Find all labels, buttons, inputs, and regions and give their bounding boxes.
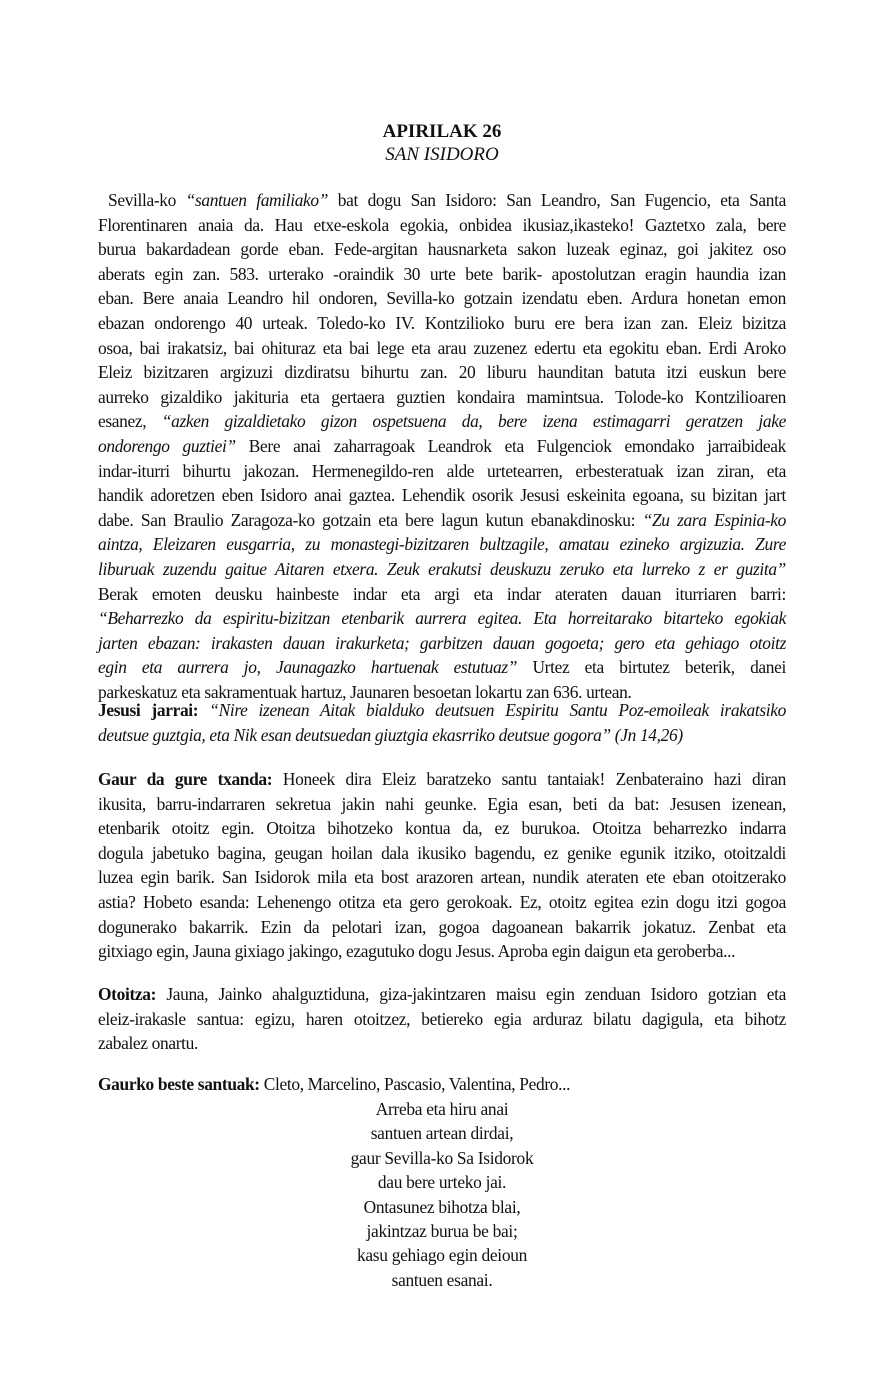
poem-line: jakintzaz burua be bai; (366, 1221, 518, 1242)
text-line: ikusita, barru-indarraren sekretua jakin nahi geunke. Egia esan, beti da bat: Jesusen izenean, (98, 793, 786, 814)
text-line: zabalez onartu. (98, 1033, 198, 1054)
section-label: Otoitza: (98, 984, 157, 1004)
text-line: Otoitza: Jauna, Jainko ahalguztiduna, giza-jakintzaren maisu egin zenduan Isidoro gotzian eta (98, 984, 786, 1004)
text-line: aintza, Eleizaren eusgarria, zu monastegi-bizitzaren bultzagile, amatau ezineko argizuzia. Zure (98, 534, 786, 555)
text-line: osoa, bai irakatsiz, bai ohituraz eta bai lege eta arau zuzenez edertu eta egokitu eban. Erdi Aroko (98, 337, 786, 358)
page-title-date: APIRILAK 26 (382, 121, 502, 142)
text-line: dogunerako bakarrik. Ezin da pelotari izan, gogoa dagoanean bakarrik jokatuz. Zenbat eta (98, 916, 786, 937)
text-line: egin eta aurrera jo, Jaunagazko hartuenak estutuaz” Urtez eta birtutez beterik, danei (98, 657, 786, 678)
saint-name-heading: SAN ISIDORO (385, 144, 499, 165)
text-line: ebazan ondorengo 40 urteak. Toledo-ko IV. Kontzilioko buru ere bera izan zan. Eleiz bizitza (98, 312, 786, 333)
text-line: etenbarik otoitz egin. Otoitza bihotzeko kontua da, ez burukoa. Otoitza beharrezko indarra (98, 818, 786, 839)
gaur-da-gure-txanda-section (98, 767, 786, 964)
text-line: indar-iturri bihurtu jakozan. Hermenegildo-ren alde urtetearren, erbesteratuak izan ziran, eta (98, 460, 786, 481)
poem-line: dau bere urteko jai. (377, 1172, 507, 1193)
text-line: parkeskatuz eta sakramentuak hartuz, Jaunaren besoetan lokartu zan 636. urtean. (98, 681, 632, 702)
text-line: dabe. San Braulio Zaragoza-ko gotzain eta bere lagun kutun ebanakdinosku: “Zu zara Espinia-ko (98, 509, 786, 530)
text-line: Eleiz bizitzaren argizuzi dizdiratsu bihurtu zan. 20 liburu haunditan batuta itzi euskun bere (98, 362, 786, 383)
jesusi-jarrai-section (98, 698, 786, 747)
section-label: Gaur da gure txanda: (98, 769, 273, 789)
text-line: esanez, “azken gizaldietako gizon ospetsuena da, bere izena estimagarri geratzen jake (98, 411, 786, 432)
text-line: Sevilla-ko “santuen familiako” bat dogu San Isidoro: San Leandro, San Fugencio, eta Santa (108, 190, 786, 210)
text-line: Florentinaren anaia da. Hau etxe-eskola egokia, onbidea ikusiaz,ikasteko! Gaztetxo zala, bere (98, 214, 786, 235)
text-line: Jesusi jarrai: “Nire izenean Aitak bialduko deutsuen Espiritu Santu Poz-emoileak irakatsiko (98, 700, 786, 720)
text-line: jarten ebazan: irakasten dauan irakurketa; garbitzen dauan gogoeta; gero eta gehiago otoitz (98, 632, 786, 653)
text-line: astia? Hobeto esanda: Lehenengo otitza eta gero gerokoak. Ez, otoitz egitea ezin dogu itzi gogoa (98, 891, 786, 912)
text-line: ondorengo guztiei” Bere anai zaharragoak Leandrok eta Fulgenciok emondako jarraibideak (98, 435, 786, 456)
text-line: luzea egin barik. San Isidorok mila eta bost arazoren artean, nundik ateraten ete eban otoitzerako (98, 867, 786, 888)
text-line: Gaur da gure txanda: Honeek dira Eleiz baratzeko santu tantaiak! Zenbateraino hazi diran (98, 769, 786, 789)
section-label: Jesusi jarrai: (98, 700, 199, 720)
poem-line: santuen artean dirdai, (370, 1123, 514, 1144)
text-line: deutsue guztgia, eta Nik esan deutsuedan giuztgia ekasrriko deutsue gogora” (Jn 14,26) (98, 724, 683, 745)
text-line: eban. Bere anaia Leandro hil ondoren, Sevilla-ko gotzain izendatu eben. Ardura honetan emon (98, 288, 786, 309)
poem-line: Ontasunez bihotza blai, (363, 1196, 521, 1217)
poem-line: santuen esanai. (391, 1269, 493, 1290)
otoitza-section (98, 982, 786, 1056)
poem-line: Arreba eta hiru anai (375, 1099, 509, 1119)
text-line: dogula jabetuko bagina, geugan hoilan dala ikusiko bagendu, ez genike egunik itziko, otoitzaldi (98, 842, 786, 863)
section-label: Gaurko beste santuak: (98, 1074, 260, 1094)
text-line: liburuak zuzendu gaitue Aitaren etxera. Zeuk erakutsi deuskuzu zeruko eta lurreko z er guzita” (98, 558, 786, 579)
text-line: “Beharrezko da espiritu-bizitzan etenbarik aurrera egitea. Eta horreitarako bitarteko egokiak (98, 608, 786, 629)
text-line: gitxiago egin, Jauna gixiago jakingo, ezagutuko dogu Jesus. Aproba egin daigun eta geroberba... (98, 941, 736, 962)
text-line: Berak emoten deusku hainbeste indar eta argi eta indar ateraten dauan iturriaren barri: (98, 583, 786, 604)
poem-line: gaur Sevilla-ko Sa Isidorok (350, 1147, 534, 1168)
text-line: aurreko gizaldiko jakituria eta gertaera guztien kondaira mamintsua. Tolode-ko Kontzilioaren (98, 386, 786, 407)
biography-paragraph (98, 188, 786, 704)
text-line: handik adoretzen eben Isidoro anai gaztea. Lehendik osorik Jesusi eskeinita egoana, su bizitan jart (98, 485, 786, 506)
gaurko-beste-santuak-section (98, 1072, 786, 1097)
text-line: Gaurko beste santuak: Cleto, Marcelino, Pascasio, Valentina, Pedro... (98, 1074, 571, 1094)
closing-poem (98, 1097, 786, 1292)
text-line: eleiz-irakasle santua: egizu, haren otoitzez, betiereko egia arduraz bilatu dagigula, eta bihotz (98, 1008, 786, 1029)
text-line: burua bakardadean gorde eban. Fede-argitan hausnarketa sakon luzeak eginaz, goi jakitez oso (98, 239, 786, 260)
poem-line: kasu gehiago egin deioun (356, 1245, 528, 1266)
text-line: aberats egin zan. 583. urterako -oraindik 30 urte bete barik- apostolutzan eragin haundia izan (98, 263, 786, 284)
